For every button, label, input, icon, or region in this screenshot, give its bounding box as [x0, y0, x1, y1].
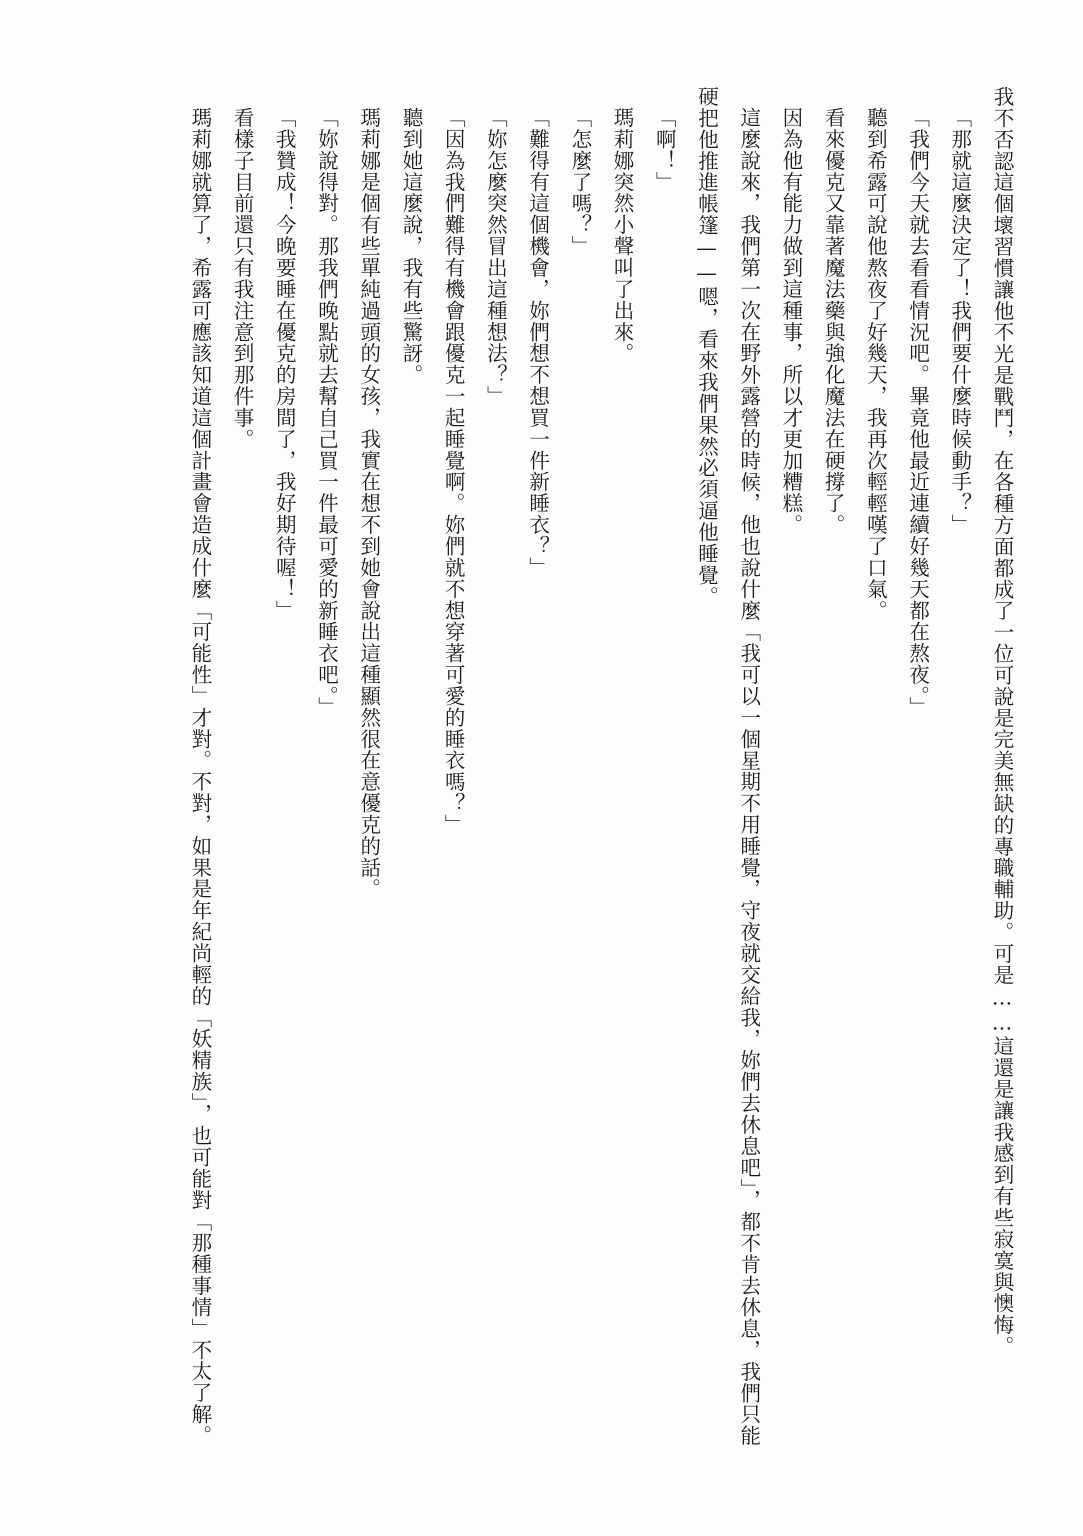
- vertical-text-body: [60, 86, 1023, 1446]
- paragraph: 看樣子目前還只有我注意到那件事。: [230, 106, 255, 450]
- paragraph: 看來優克又靠著魔法藥與強化魔法在硬撐了。: [821, 106, 846, 535]
- paragraph: 「我們今天就去看看情況吧。畢竟他最近連續好幾天都在熬夜。」: [905, 106, 930, 718]
- paragraph: 瑪莉娜就算了，希露可應該知道這個計畫會造成什麼「可能性」才對。不對，如果是年紀尚輕的「妖精族」，也可能對「那種事情」不太了解。: [187, 106, 212, 1446]
- paragraph: 「妳怎麼突然冒出這種想法？」: [483, 106, 508, 407]
- paragraph: 「怎麼了嗎？」: [567, 106, 592, 257]
- paragraph: 「我贊成！今晚要睡在優克的房間了，我好期待喔！」: [272, 106, 297, 621]
- paragraph: 「啊！」: [652, 106, 677, 193]
- paragraph: 聽到她這麼說，我有些驚訝。: [398, 106, 423, 385]
- paragraph: 「因為我們難得有機會跟優克一起睡覺啊。妳們就不想穿著可愛的睡衣嗎？」: [441, 106, 466, 835]
- paragraph: 我不否認這個壞習慣讓他不光是戰鬥，在各種方面都成了一位可說是完美無缺的專職輔助。可是……這還是讓我感到有些寂寞與懊悔。: [990, 86, 1014, 1357]
- paragraph: 「那就這麼決定了！我們要什麼時候動手？」: [947, 106, 972, 535]
- paragraph: 「妳說得對。那我們晚點就去幫自己買一件最可愛的新睡衣吧。」: [314, 106, 339, 718]
- paragraph: 「難得有這個機會，妳們想不想買一件新睡衣？」: [525, 106, 550, 578]
- paragraph: 瑪莉娜是個有些單純過頭的女孩，我實在想不到她會說出這種顯然很在意優克的話。: [356, 106, 381, 900]
- paragraph: 瑪莉娜突然小聲叫了出來。: [610, 106, 635, 364]
- paragraph: 聽到希露可說他熬夜了好幾天，我再次輕輕嘆了口氣。: [863, 106, 888, 621]
- paragraph: 這麼說來，我們第一次在野外露營的時候，他也說什麼「我可以一個星期不用睡覺，守夜就交給我，妳們去休息吧」，都不肯去休息，我們只能硬把他推進帳篷——嗯，看來我們果然必須逼他睡覺。: [694, 86, 761, 1446]
- paragraph: 因為他有能力做到這種事，所以才更加糟糕。: [778, 106, 803, 535]
